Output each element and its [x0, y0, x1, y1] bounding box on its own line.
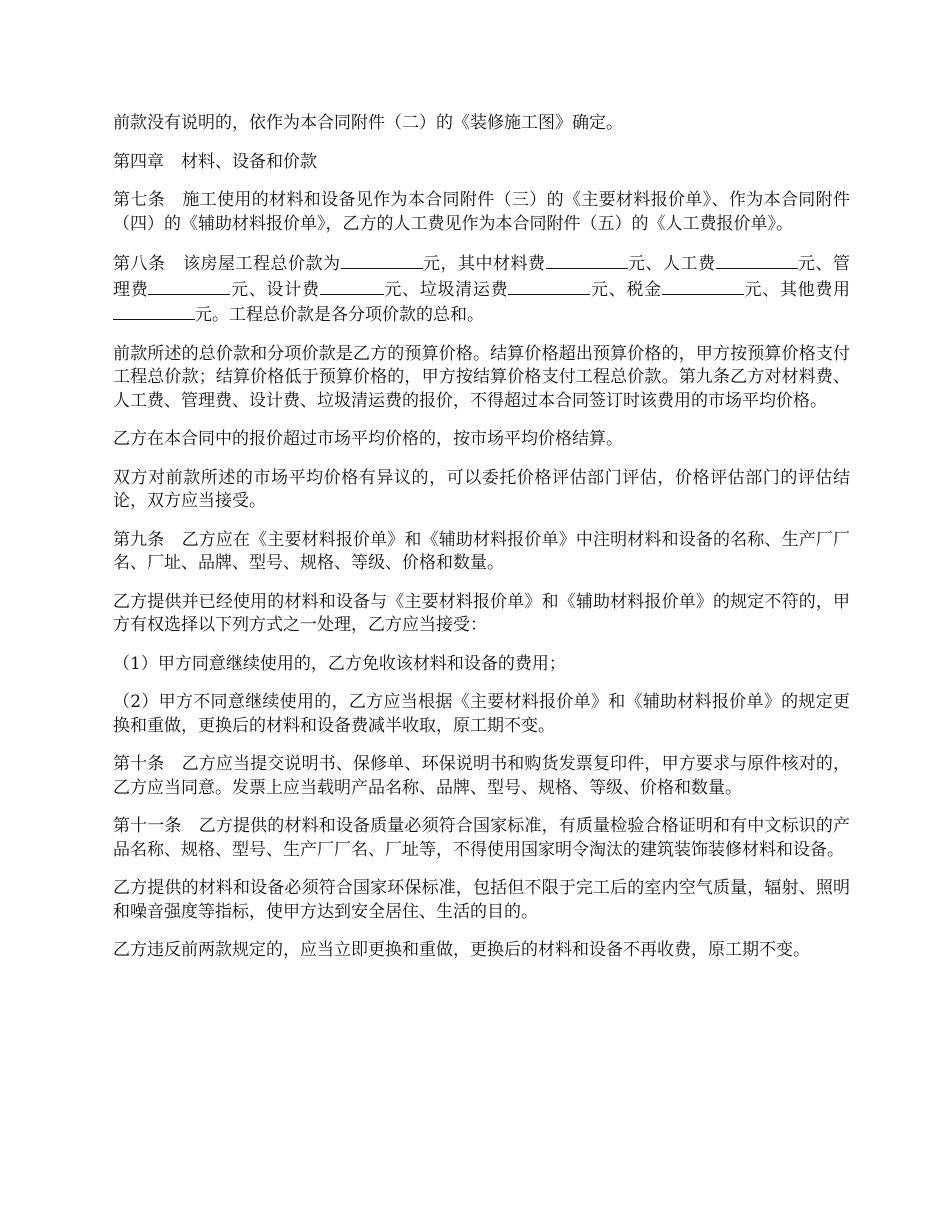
total-price-blank[interactable]: [341, 251, 423, 269]
option-1: （1）甲方同意继续使用的，乙方免收该材料和设备的费用；: [113, 653, 566, 674]
article-8-text-h: 元、其他费用: [743, 279, 851, 300]
budget-price-paragraph: 前款所述的总价款和分项价款是乙方的预算价格。结算价格超出预算价格的，甲方按预算价格支付工程总价款；结算价格低于预算价格的，甲方按结算价格支付工程总价款。第九条乙方对材料费、人工费、管理费、设计费、垃圾清运费的报价，不得超过本合同签订时该费用的市场平均价格。: [113, 343, 850, 411]
article-8-text-b: 元，其中材料费: [422, 254, 546, 274]
paragraph-attachment-2: 前款没有说明的，依作为本合同附件（二）的《装修施工图》确定。: [113, 113, 623, 133]
article-9: 第九条 乙方应在《主要材料报价单》和《辅助材料报价单》中注明材料和设备的名称、生产厂厂名、厂址、品牌、型号、规格、等级、价格和数量。: [113, 529, 850, 573]
article-8-text-d: 元、管理费: [113, 254, 850, 300]
article-10: 第十条 乙方应当提交说明书、保修单、环保说明书和购货发票复印件，甲方要求与原件核对的，乙方应当同意。发票上应当载明产品名称、品牌、型号、规格、等级、价格和数量。: [113, 754, 850, 798]
article-8-text-e: 元、设计费: [230, 279, 320, 300]
document-page: [113, 112, 850, 978]
tax-blank[interactable]: [662, 277, 744, 295]
article-8: [113, 251, 850, 328]
option-2: （2）甲方不同意继续使用的，乙方应当根据《主要材料报价单》和《辅助材料报价单》的规定更换和重做，更换后的材料和设备费减半收取，原工期不变。: [113, 692, 850, 736]
article-8-text-g: 元、税金: [590, 279, 662, 300]
garbage-fee-blank[interactable]: [508, 277, 590, 295]
article-8-text-f: 元、垃圾清运费: [383, 279, 509, 300]
chapter-heading: 第四章 材料、设备和价款: [113, 151, 317, 172]
article-7: 第七条 施工使用的材料和设备见作为本合同附件（三）的《主要材料报价单》、作为本合同附件（四）的《辅助材料报价单》，乙方的人工费见作为本合同附件（五）的《人工费报价单》。: [113, 190, 850, 234]
violation-paragraph: 乙方违反前两款规定的，应当立即更换和重做，更换后的材料和设备不再收费，原工期不变。: [113, 940, 810, 960]
article-11: 第十一条 乙方提供的材料和设备质量必须符合国家标准，有质量检验合格证明和有中文标识的产品名称、规格、型号、生产厂厂名、厂址等，不得使用国家明令淘汰的建筑装饰装修材料和设备。: [113, 816, 850, 860]
material-fee-blank[interactable]: [546, 251, 628, 269]
other-fee-blank[interactable]: [113, 302, 195, 320]
management-fee-blank[interactable]: [148, 277, 230, 295]
article-8-text-c: 元、人工费: [627, 254, 716, 274]
dispute-paragraph: 双方对前款所述的市场平均价格有异议的，可以委托价格评估部门评估，价格评估部门的评估结论，双方应当接受。: [113, 467, 850, 511]
design-fee-blank[interactable]: [320, 277, 384, 295]
environmental-paragraph: 乙方提供的材料和设备必须符合国家环保标准，包括但不限于完工后的室内空气质量，辐射、照明和噪音强度等指标，使甲方达到安全居住、生活的目的。: [113, 878, 850, 922]
article-8-text-i: 元。工程总价款是各分项价款的总和。: [195, 305, 484, 325]
nonconforming-paragraph: 乙方提供并已经使用的材料和设备与《主要材料报价单》和《辅助材料报价单》的规定不符的，甲方有权选择以下列方式之一处理，乙方应当接受：: [113, 591, 850, 635]
labor-fee-blank[interactable]: [716, 251, 798, 269]
market-price-paragraph: 乙方在本合同中的报价超过市场平均价格的，按市场平均价格结算。: [113, 429, 623, 449]
article-8-text-a: 第八条 该房屋工程总价款为: [113, 254, 341, 274]
